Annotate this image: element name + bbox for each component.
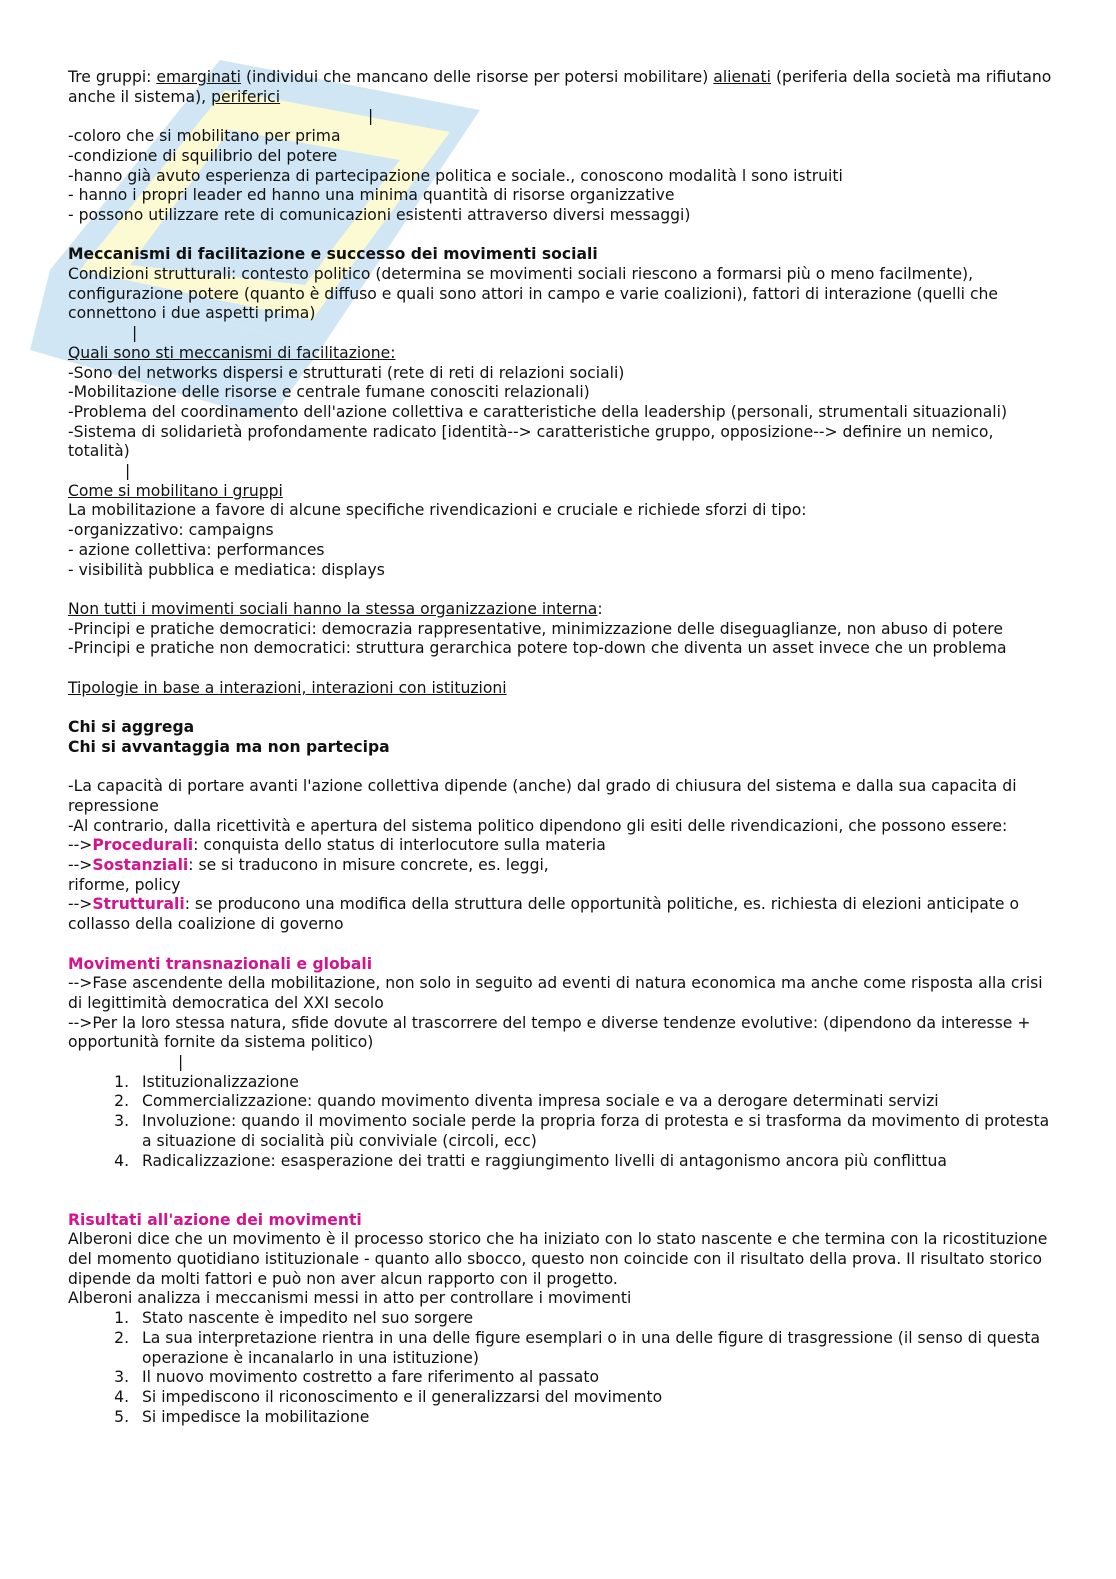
list-item: 3. Involuzione: quando il movimento sociale perde la propria forza di protesta e si trasforma da movimento di protesta a situazione di socialità più conviviale (circoli, ecc) (134, 1112, 1058, 1151)
term-alienati: alienati (713, 68, 771, 86)
section-heading: Movimenti transnazionali e globali (68, 954, 373, 973)
list-item: -condizione di squilibrio del potere (68, 146, 338, 165)
outcome-text: : se producono una modifica della struttura delle opportunità politiche, es. richiesta di elezioni anticipate o collasso della coalizione di governo (68, 895, 1020, 934)
list-item: 4. Radicalizzazione: esasperazione dei tratti e raggiungimento livelli di antagonismo ancora più conflittua (134, 1152, 1058, 1172)
list-item: -Problema del coordinamento dell'azione collettiva e caratteristiche della leadership (personali, strumentali situazionali) (68, 402, 1008, 421)
sub-heading: Come si mobilitano i gruppi (68, 481, 283, 500)
term-periferici: periferici (211, 87, 281, 106)
sub-heading: Non tutti i movimenti sociali hanno la stessa organizzazione interna (68, 599, 598, 618)
list-item: 1. Istituzionalizzazione (134, 1073, 1058, 1093)
connector-bar: | (178, 1053, 184, 1072)
list-item: 1. Stato nascente è impedito nel suo sorgere (134, 1309, 1058, 1329)
arrow: --> (68, 895, 93, 914)
list-item: -Principi e pratiche non democratici: struttura gerarchica potere top-down che diventa un asset invece che un problema (68, 639, 1007, 658)
alienati-desc: (periferia della società ma rifiutano anche il sistema), (68, 68, 1052, 106)
term-strutturali: Strutturali (92, 895, 185, 914)
mechanisms-list (68, 1309, 1058, 1427)
groups-prefix: Tre gruppi: (68, 68, 157, 86)
list-item: 2. Commercializzazione: quando movimento diventa impresa sociale e va a derogare determinati servizi (134, 1092, 1058, 1112)
outcome-strutturali (68, 895, 1058, 934)
term-sostanziali: Sostanziali (92, 856, 189, 875)
heading-colon: : (597, 599, 603, 618)
connector-bar: | (368, 107, 374, 126)
arrow: --> (68, 836, 93, 855)
paragraph: Alberoni dice che un movimento è il processo storico che ha iniziato con lo stato nascente e che termina con la ricostituzione del momento quotidiano istituzionale - quanto allo sbocco, questo non coincide con il risultato della prova. Il risultato storico dipende da molti fattori e può non aver alcun rapporto con il progetto. (68, 1230, 1048, 1288)
list-item: - hanno i propri leader ed hanno una minima quantità di risorse organizzative (68, 186, 675, 205)
outcome-text: : se si traducono in misure concrete, es. leggi, (188, 856, 549, 875)
outcome-procedurali (68, 836, 1058, 856)
connector-bar: | (132, 324, 138, 343)
arrow: --> (68, 856, 93, 875)
tendencies-list (68, 1073, 1058, 1172)
paragraph: -Al contrario, dalla ricettività e apertura del sistema politico dipendono gli esiti delle rivendicazioni, che possono essere: (68, 816, 1008, 835)
list-item: - possono utilizzare rete di comunicazioni esistenti attraverso diversi messaggi) (68, 205, 691, 224)
sub-heading: Quali sono sti meccanismi di facilitazione: (68, 343, 396, 362)
paragraph: Condizioni strutturali: contesto politico (determina se movimenti sociali riescono a formarsi più o meno facilmente), configurazione potere (quanto è diffuso e quali sono attori in campo e varie coalizioni), fattori di interazione (quelli che connettono i due aspetti prima) (68, 265, 999, 323)
paragraph: -->Fase ascendente della mobilitazione, non solo in seguito ad eventi di natura economica ma anche come risposta alla crisi di legittimità democratica del XXI secolo (68, 974, 1043, 1012)
list-item: -Sono del networks dispersi e strutturati (rete di reti di relazioni sociali) (68, 363, 625, 382)
term-procedurali: Procedurali (92, 836, 194, 855)
outcome-text: riforme, policy (68, 875, 181, 894)
list-item: 5. Si impedisce la mobilitazione (134, 1408, 1058, 1428)
paragraph: La mobilitazione a favore di alcune specifiche rivendicazioni e cruciale e richiede sforzi di tipo: (68, 501, 807, 520)
list-item: 2. La sua interpretazione rientra in una delle figure esemplari o in una delle figure di trasgressione (il senso di questa operazione è incanalarlo in una istituzione) (134, 1329, 1058, 1368)
list-item: - azione collettiva: performances (68, 540, 325, 559)
list-item: 3. Il nuovo movimento costretto a fare riferimento al passato (134, 1368, 1058, 1388)
sub-heading-line (68, 600, 1058, 620)
outcome-text: : conquista dello status di interlocutore sulla materia (193, 836, 606, 855)
bold-line: Chi si aggrega (68, 718, 195, 737)
sub-heading: Tipologie in base a interazioni, interazioni con istituzioni (68, 678, 507, 697)
list-item: -coloro che si mobilitano per prima (68, 127, 341, 146)
term-emarginati: emarginati (156, 68, 241, 86)
section-heading: Risultati all'azione dei movimenti (68, 1210, 362, 1229)
paragraph: -->Per la loro stessa natura, sfide dovute al trascorrere del tempo e diverse tendenze evolutive: (dipendono da interesse + opportunità fornite da sistema politico) (68, 1013, 1031, 1052)
groups-intro (68, 68, 1058, 107)
paragraph: -La capacità di portare avanti l'azione collettiva dipende (anche) dal grado di chiusura del sistema e dalla sua capacita di repressione (68, 777, 1017, 815)
paragraph: Alberoni analizza i meccanismi messi in atto per controllare i movimenti (68, 1289, 632, 1308)
list-item: -organizzativo: campaigns (68, 521, 274, 540)
list-item: -Principi e pratiche democratici: democrazia rappresentative, minimizzazione delle diseguaglianze, non abuso di potere (68, 619, 1003, 638)
list-item: -Sistema di solidarietà profondamente radicato [identità--> caratteristiche gruppo, opposizione--> definire un nemico, totalità) (68, 422, 994, 461)
connector-bar: | (125, 462, 131, 481)
document-page (68, 68, 1058, 1427)
section-heading: Meccanismi di facilitazione e successo dei movimenti sociali (68, 245, 598, 264)
emarginati-desc: (individui che mancano delle risorse per potersi mobilitare) (240, 68, 714, 86)
outcome-sostanziali (68, 856, 1058, 876)
list-item: -hanno già avuto esperienza di partecipazione politica e sociale., conoscono modalità l sono istruiti (68, 166, 843, 185)
bold-line: Chi si avvantaggia ma non partecipa (68, 737, 390, 756)
list-item: 4. Si impediscono il riconoscimento e il generalizzarsi del movimento (134, 1388, 1058, 1408)
list-item: -Mobilitazione delle risorse e centrale fumane conosciti relazionali) (68, 383, 590, 402)
list-item: - visibilità pubblica e mediatica: displays (68, 560, 385, 579)
